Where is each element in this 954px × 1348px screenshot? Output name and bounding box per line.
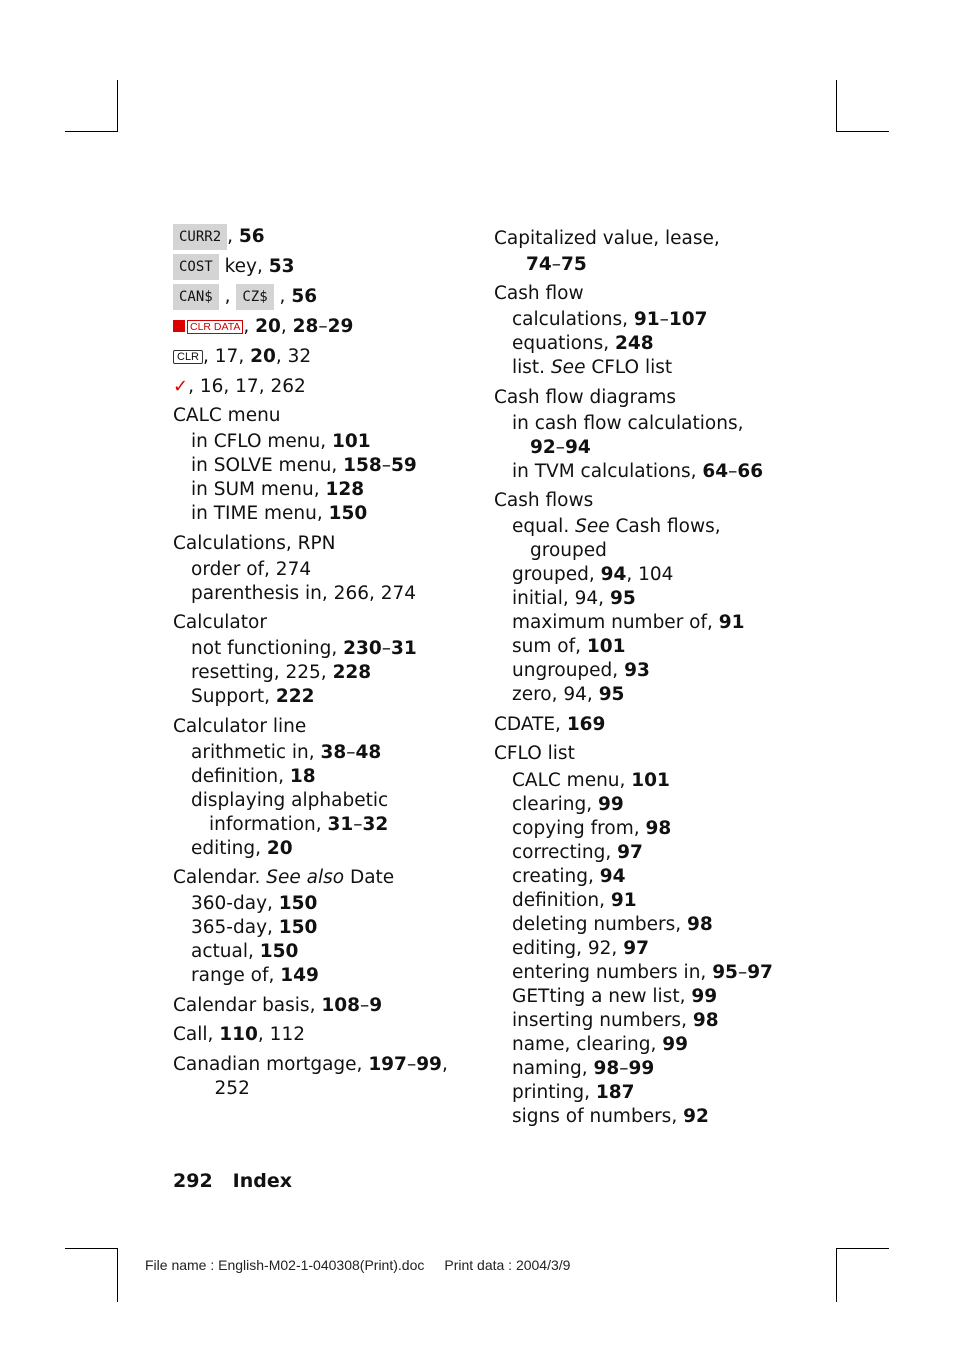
- index-entry: CAN$ , CZ$ , 56: [173, 284, 317, 310]
- index-subentry: in cash flow calculations,: [512, 413, 744, 434]
- index-subentry: order of, 274: [191, 559, 312, 580]
- index-subentry: 74–75: [526, 254, 587, 275]
- index-subentry: entering numbers in, 95–97: [512, 962, 773, 983]
- index-subentry: parenthesis in, 266, 274: [191, 583, 417, 604]
- index-entry: CURR2 , 56: [173, 224, 265, 250]
- page-number: 292: [173, 1170, 213, 1192]
- index-subentry: Support, 222: [191, 686, 315, 707]
- crop-mark-tl-h: [65, 131, 118, 132]
- index-subentry: editing, 20: [191, 838, 293, 859]
- index-subentry: equations, 248: [512, 333, 654, 354]
- crop-mark-br-v: [836, 1248, 837, 1302]
- index-subentry: inserting numbers, 98: [512, 1010, 719, 1031]
- cz-key: CZ$: [236, 284, 273, 310]
- curr2-key: CURR2: [173, 224, 227, 250]
- index-entry: CFLO list: [494, 743, 575, 764]
- crop-mark-bl-v: [117, 1248, 118, 1302]
- index-subentry: editing, 92, 97: [512, 938, 649, 959]
- index-subentry: ungrouped, 93: [512, 660, 650, 681]
- index-subentry: correcting, 97: [512, 842, 643, 863]
- file-info: [145, 1257, 570, 1273]
- index-subentry: calculations, 91–107: [512, 309, 708, 330]
- index-subentry: copying from, 98: [512, 818, 672, 839]
- index-subentry: arithmetic in, 38–48: [191, 742, 382, 763]
- crop-mark-tr-v: [836, 80, 837, 132]
- crop-mark-bl-h: [65, 1248, 118, 1249]
- index-entry: Canadian mortgage, 197–99,: [173, 1054, 448, 1075]
- index-subentry: in TIME menu, 150: [191, 503, 368, 524]
- index-entry: CLR , 17, 20, 32: [173, 345, 311, 369]
- index-entry: Calendar. See also Date: [173, 867, 395, 888]
- index-entry: Calendar basis, 108–9: [173, 995, 383, 1016]
- crop-mark-tr-h: [836, 131, 889, 132]
- index-entry: COST key, 53: [173, 254, 295, 280]
- index-entry: Cash flows: [494, 490, 594, 511]
- index-subentry: initial, 94, 95: [512, 588, 636, 609]
- index-subentry: maximum number of, 91: [512, 612, 745, 633]
- index-entry: ✓, 16, 17, 262: [173, 376, 306, 397]
- index-subentry: in TVM calculations, 64–66: [512, 461, 764, 482]
- index-subentry: name, clearing, 99: [512, 1034, 688, 1055]
- index-entry: CDATE, 169: [494, 714, 606, 735]
- index-subentry: clearing, 99: [512, 794, 624, 815]
- index-subentry: displaying alphabetic: [191, 790, 389, 811]
- index-entry: Calculator line: [173, 716, 307, 737]
- index-subentry: list. See CFLO list: [512, 357, 673, 378]
- index-entry: Cash flow diagrams: [494, 387, 677, 408]
- clr-data-key: CLR DATA: [187, 320, 243, 334]
- page-footer: [173, 1170, 312, 1192]
- index-subentry: grouped, 94, 104: [512, 564, 674, 585]
- index-subentry: in CFLO menu, 101: [191, 431, 371, 452]
- index-subentry: definition, 91: [512, 890, 637, 911]
- crop-mark-br-h: [836, 1248, 889, 1249]
- index-entry: CALC menu: [173, 405, 281, 426]
- index-subentry: information, 31–32: [209, 814, 389, 835]
- index-subentry: naming, 98–99: [512, 1058, 655, 1079]
- index-subentry: signs of numbers, 92: [512, 1106, 709, 1127]
- index-subentry: zero, 94, 95: [512, 684, 625, 705]
- index-subentry: equal. See Cash flows,: [512, 516, 721, 537]
- index-entry: Cash flow: [494, 283, 584, 304]
- clr-key: CLR: [173, 350, 203, 364]
- index-subentry: range of, 149: [191, 965, 319, 986]
- index-entry: CLR DATA , 20, 28–29: [173, 315, 353, 339]
- section-title: Index: [232, 1170, 293, 1192]
- index-subentry: creating, 94: [512, 866, 626, 887]
- index-entry: Calculator: [173, 612, 267, 633]
- index-subentry: 365-day, 150: [191, 917, 318, 938]
- index-subentry: 360-day, 150: [191, 893, 318, 914]
- index-subentry: 92–94: [530, 437, 591, 458]
- index-subentry: in SUM menu, 128: [191, 479, 365, 500]
- file-name: File name : English-M02-1-040308(Print).doc: [145, 1257, 425, 1273]
- shift-key-icon: [173, 320, 185, 332]
- index-subentry: actual, 150: [191, 941, 299, 962]
- index-subentry: CALC menu, 101: [512, 770, 670, 791]
- index-subentry: grouped: [530, 540, 607, 561]
- index-subentry: 252: [191, 1078, 250, 1099]
- print-date: Print data : 2004/3/9: [444, 1257, 571, 1273]
- index-subentry: GETting a new list, 99: [512, 986, 718, 1007]
- index-subentry: in SOLVE menu, 158–59: [191, 455, 417, 476]
- checkmark-icon: ✓: [173, 376, 189, 397]
- index-subentry: sum of, 101: [512, 636, 626, 657]
- index-subentry: printing, 187: [512, 1082, 635, 1103]
- can-key: CAN$: [173, 284, 219, 310]
- index-subentry: not functioning, 230–31: [191, 638, 417, 659]
- index-entry: Call, 110, 112: [173, 1024, 305, 1045]
- index-subentry: deleting numbers, 98: [512, 914, 713, 935]
- index-entry: Calculations, RPN: [173, 533, 336, 554]
- crop-mark-tl-v: [117, 80, 118, 132]
- index-entry: Capitalized value, lease,: [494, 228, 720, 249]
- index-subentry: resetting, 225, 228: [191, 662, 372, 683]
- index-subentry: definition, 18: [191, 766, 316, 787]
- cost-key: COST: [173, 254, 219, 280]
